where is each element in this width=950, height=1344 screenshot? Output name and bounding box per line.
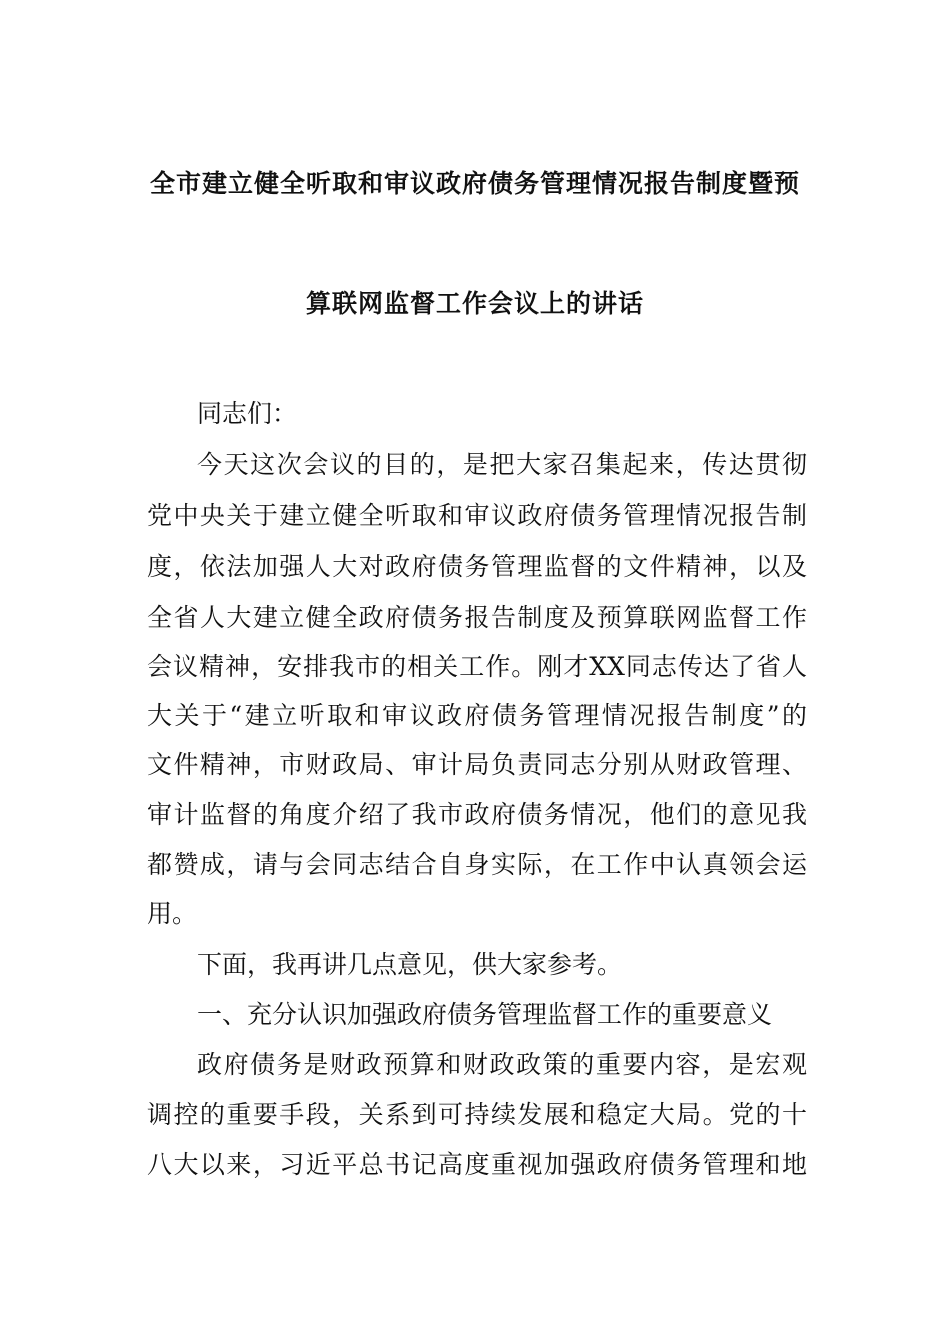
section-1-heading: 一、充分认识加强政府债务管理监督工作的重要意义 — [197, 1000, 773, 1029]
paragraph-3-line-2: 调控的重要手段，关系到可持续发展和稳定大局。党的十 — [147, 1100, 807, 1129]
paragraph-1-line-9: 都赞成，请与会同志结合自身实际，在工作中认真领会运 — [147, 850, 807, 879]
paragraph-1-line-7: 文件精神，市财政局、审计局负责同志分别从财政管理、 — [147, 750, 807, 779]
salutation: 同志们： — [197, 399, 298, 428]
paragraph-3-line-1: 政府债务是财政预算和财政政策的重要内容，是宏观 — [197, 1050, 807, 1079]
document-title-line-2: 算联网监督工作会议上的讲话 — [305, 289, 644, 318]
paragraph-1-line-4: 全省人大建立健全政府债务报告制度及预算联网监督工作 — [147, 603, 807, 632]
paragraph-1-line-1: 今天这次会议的目的，是把大家召集起来，传达贯彻 — [197, 450, 807, 479]
document-title-line-1: 全市建立健全听取和审议政府债务管理情况报告制度暨预 — [149, 169, 800, 198]
paragraph-1-line-6: 大关于“建立听取和审议政府债务管理情况报告制度”的 — [147, 701, 807, 730]
paragraph-1-line-8: 审计监督的角度介绍了我市政府债务情况，他们的意见我 — [147, 800, 807, 829]
paragraph-1-line-10: 用。 — [147, 899, 198, 928]
paragraph-3-line-3: 八大以来，习近平总书记高度重视加强政府债务管理和地 — [147, 1150, 807, 1179]
paragraph-1-line-2: 党中央关于建立健全听取和审议政府债务管理情况报告制 — [147, 501, 807, 530]
paragraph-1-line-5: 会议精神，安排我市的相关工作。刚才XX同志传达了省人 — [147, 652, 807, 681]
paragraph-1-line-3: 度，依法加强人大对政府债务管理监督的文件精神，以及 — [147, 552, 807, 581]
paragraph-2: 下面，我再讲几点意见，供大家参考。 — [197, 950, 623, 979]
